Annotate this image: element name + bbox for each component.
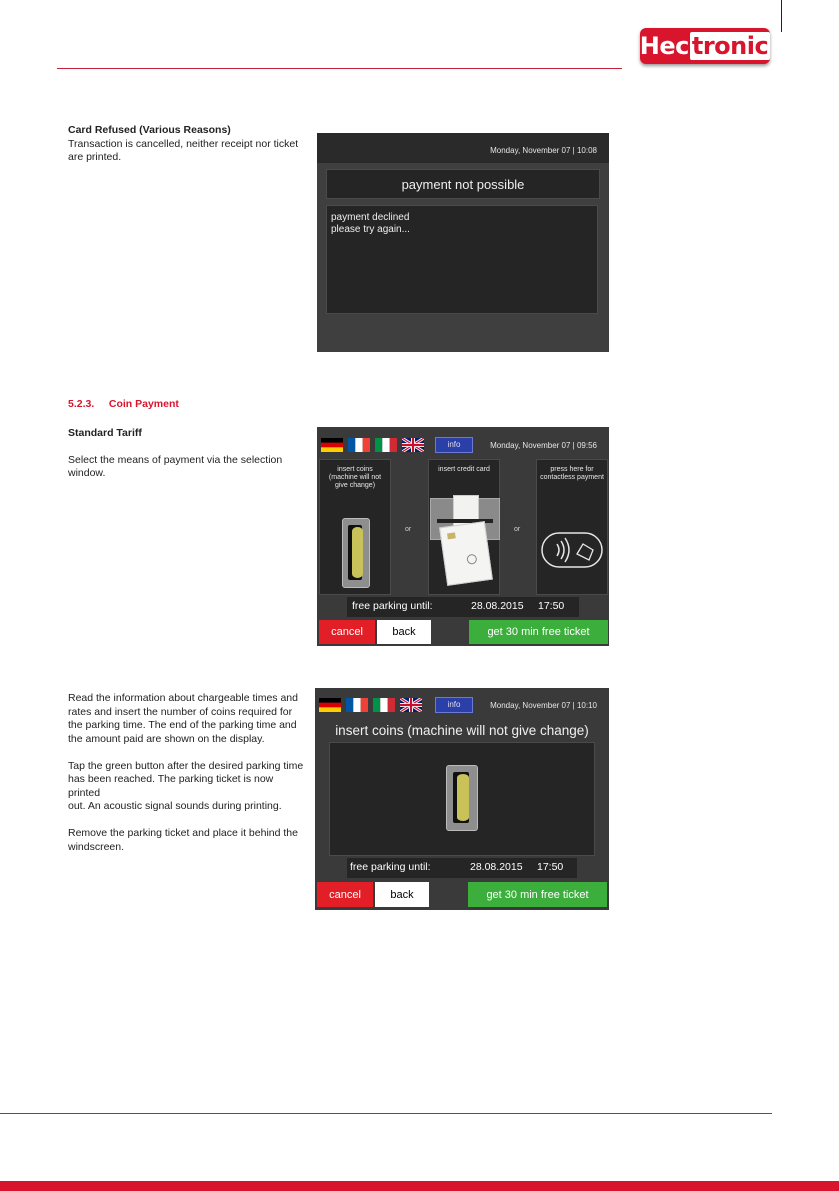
cancel-button[interactable]: cancel [317, 882, 373, 907]
coin-slot-icon [446, 765, 478, 831]
coin-insert-panel [329, 742, 595, 856]
insert-coins-p3-1: Remove the parking ticket and place it behind the [68, 827, 298, 839]
screen-insert-coins [315, 688, 609, 910]
free-ticket-button[interactable]: get 30 min free ticket [469, 620, 608, 644]
insert-coins-title: insert coins (machine will not give change) [335, 723, 589, 738]
free-parking-bar [347, 597, 579, 617]
insert-coins-p2-3: out. An acoustic signal sounds during printing. [68, 800, 282, 812]
insert-coins-p3-2: windscreen. [68, 840, 125, 853]
screen-date: Monday, November 07 | 09:56 [490, 441, 597, 450]
insert-coins-p1-4: the amount paid are shown on the display. [68, 732, 265, 745]
screen-date: Monday, November 07 | 10:08 [490, 146, 597, 155]
insert-coins-p2-2: has been reached. The parking ticket is now printed [68, 773, 274, 799]
flag-uk-icon[interactable] [400, 698, 422, 712]
card-refused-body-2: are printed. [68, 151, 122, 163]
section-heading [68, 398, 179, 410]
insert-coins-text [68, 692, 308, 854]
coin-slot-icon [342, 518, 370, 588]
or-separator-1: or [405, 526, 412, 533]
screen-payment-selection [317, 427, 609, 646]
section-title: Coin Payment [108, 398, 179, 410]
free-parking-label: free parking until: [350, 861, 431, 873]
option-coins-label: insert coins (machine will not give change) [328, 466, 382, 489]
logo-text-b: tronic [691, 32, 769, 60]
footer-rule [0, 1113, 772, 1114]
section-number: 5.2.3. [68, 398, 95, 410]
insert-coins-p1-2: rates and insert the number of coins required for [68, 705, 293, 718]
footer-bar [0, 1181, 839, 1191]
free-parking-time: 17:50 [537, 861, 564, 873]
credit-card-icon [439, 521, 493, 586]
standard-tariff-text [68, 427, 308, 481]
screen-message-line-2: please try again... [331, 224, 410, 235]
standard-tariff-body-1: Select the means of payment via the selection [68, 453, 283, 466]
free-parking-label: free parking until: [352, 600, 433, 612]
flag-italy-icon[interactable] [375, 438, 397, 452]
card-refused-title: Card Refused (Various Reasons) [68, 124, 231, 136]
standard-tariff-title: Standard Tariff [68, 427, 142, 439]
insert-coins-p2-1: Tap the green button after the desired parking time [68, 759, 304, 772]
info-button[interactable]: info [435, 697, 473, 713]
screen-message-line-1: payment declined [331, 212, 410, 223]
option-contactless-label: press here for contactless payment [540, 466, 604, 481]
contactless-icon [541, 532, 603, 568]
hectronic-logo [640, 28, 770, 64]
option-card-label: insert credit card [438, 466, 490, 473]
insert-coins-p1-1: Read the information about chargeable times and [68, 692, 298, 704]
screen-payment-declined [317, 133, 609, 352]
card-refused-text [68, 124, 308, 165]
free-parking-bar [347, 858, 577, 878]
free-parking-date: 28.08.2015 [471, 600, 524, 612]
or-separator-2: or [514, 526, 521, 533]
flag-france-icon[interactable] [346, 698, 368, 712]
info-button[interactable]: info [435, 437, 473, 453]
flag-germany-icon[interactable] [319, 698, 341, 712]
flag-italy-icon[interactable] [373, 698, 395, 712]
option-insert-credit-card[interactable] [428, 459, 500, 595]
flag-germany-icon[interactable] [321, 438, 343, 452]
header-rule [57, 68, 622, 69]
screen-message [326, 205, 598, 314]
back-button[interactable]: back [375, 882, 429, 907]
card-refused-body-1: Transaction is cancelled, neither receipt nor ticket [68, 137, 299, 150]
screen-date: Monday, November 07 | 10:10 [490, 701, 597, 710]
flag-france-icon[interactable] [348, 438, 370, 452]
option-contactless[interactable] [536, 459, 608, 595]
option-insert-coins[interactable] [319, 459, 391, 595]
screen-title: payment not possible [326, 169, 600, 199]
back-button[interactable]: back [377, 620, 431, 644]
free-parking-time: 17:50 [538, 600, 565, 612]
free-parking-date: 28.08.2015 [470, 861, 523, 873]
logo-text-a: Hec [639, 32, 689, 60]
standard-tariff-body-2: window. [68, 467, 106, 479]
page-corner-mark [781, 0, 782, 32]
free-ticket-button[interactable]: get 30 min free ticket [468, 882, 607, 907]
flag-uk-icon[interactable] [402, 438, 424, 452]
cancel-button[interactable]: cancel [319, 620, 375, 644]
insert-coins-p1-3: the parking time. The end of the parking time and [68, 719, 297, 731]
